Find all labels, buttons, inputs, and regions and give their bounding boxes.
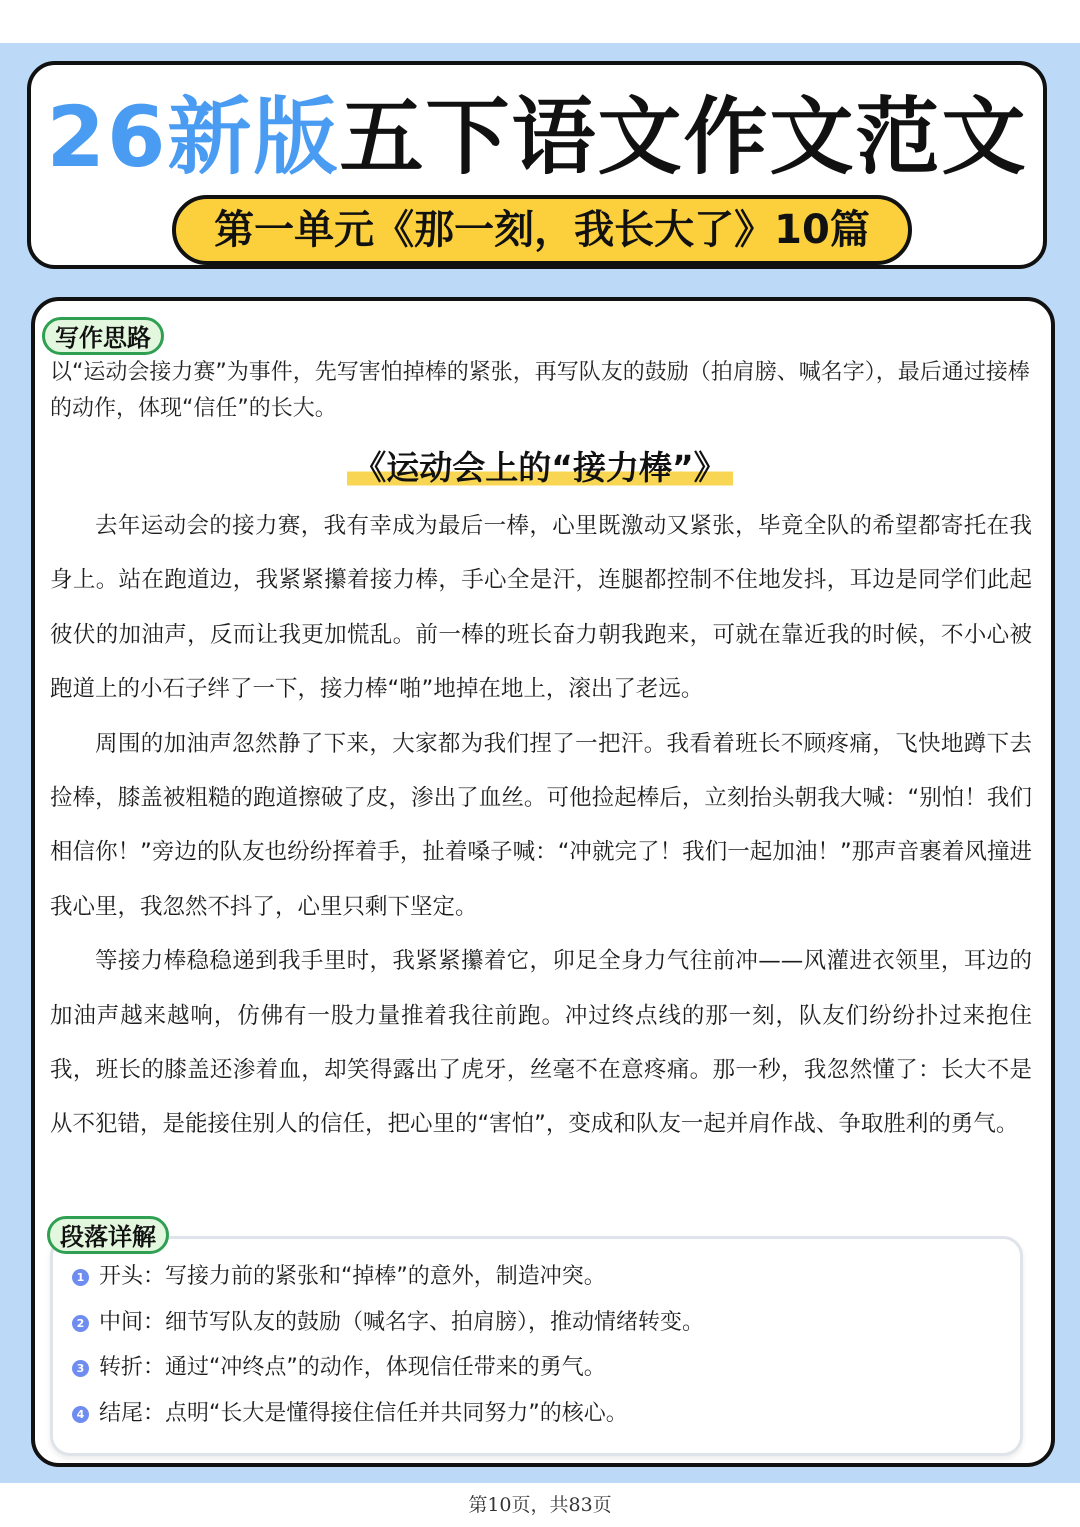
essay-title: 《运动会上的“接力棒”》 <box>347 446 732 490</box>
title-card <box>27 61 1047 269</box>
essay-paragraph-2: 周围的加油声忽然静了下来，大家都为我们捏了一把汗。我看着班长不顾疼痛，飞快地蹲下去捡棒，膝盖被粗糙的跑道擦破了皮，渗出了血丝。可他捡起棒后，立刻抬头朝我大喊：“别怕！我们相信你！”旁边的队友也纷纷挥着手，扯着嗓子喊：“冲就完了！我们一起加油！”那声音裹着风撞进我心里，我忽然不抖了，心里只剩下坚定。 <box>50 730 1032 920</box>
page-footer: 第10页，共83页 <box>0 1483 1080 1527</box>
number-3-icon: 3 <box>72 1360 89 1377</box>
main-title <box>31 89 1043 185</box>
essay-body <box>50 499 1032 1152</box>
essay-paragraph-1: 去年运动会的接力赛，我有幸成为最后一棒，心里既激动又紧张，毕竟全队的希望都寄托在我身上。站在跑道边，我紧紧攥着接力棒，手心全是汗，连腿都控制不住地发抖，耳边是同学们此起彼伏的加油声，反而让我更加慌乱。前一棒的班长奋力朝我跑来，可就在靠近我的时候，不小心被跑道上的小石子绊了一下，接力棒“啪”地掉在地上，滚出了老远。 <box>50 513 1032 703</box>
title-accent: 26新版 <box>46 88 340 186</box>
number-4-icon: 4 <box>72 1406 89 1423</box>
detail-text: 开头：写接力前的紧张和“掉棒”的意外，制造冲突。 <box>99 1264 606 1289</box>
list-item <box>72 1393 704 1439</box>
list-item <box>72 1302 704 1348</box>
list-item <box>72 1347 704 1393</box>
number-2-icon: 2 <box>72 1315 89 1332</box>
list-item <box>72 1256 704 1302</box>
essay-paragraph-3: 等接力棒稳稳递到我手里时，我紧紧攥着它，卯足全身力气往前冲——风灌进衣领里，耳边的加油声越来越响，仿佛有一股力量推着我往前跑。冲过终点线的那一刻，队友们纷纷扑过来抱住我，班长的膝盖还渗着血，却笑得露出了虎牙，丝毫不在意疼痛。那一秒，我忽然懂了：长大不是从不犯错，是能接住别人的信任，把心里的“害怕”，变成和队友一起并肩作战、争取胜利的勇气。 <box>50 948 1032 1138</box>
writing-idea-text: 以“运动会接力赛”为事件，先写害怕掉棒的紧张，再写队友的鼓励（拍肩膀、喊名字），最后通过接棒的动作，体现“信任”的长大。 <box>50 360 1030 421</box>
paragraph-details-badge: 段落详解 <box>47 1216 169 1254</box>
number-1-icon: 1 <box>72 1269 89 1286</box>
writing-idea-badge: 写作思路 <box>42 317 164 355</box>
essay-title-wrap <box>0 446 1080 490</box>
paragraph-details-list <box>72 1256 704 1439</box>
detail-text: 转折：通过“冲终点”的动作，体现信任带来的勇气。 <box>99 1355 606 1381</box>
title-rest: 五下语文作文范文 <box>339 88 1028 186</box>
detail-text: 结尾：点明“长大是懂得接住信任并共同努力”的核心。 <box>99 1401 628 1427</box>
subtitle-pill: 第一单元《那一刻，我长大了》10篇 <box>172 195 912 265</box>
detail-text: 中间：细节写队友的鼓励（喊名字、拍肩膀），推动情绪转变。 <box>99 1309 705 1335</box>
